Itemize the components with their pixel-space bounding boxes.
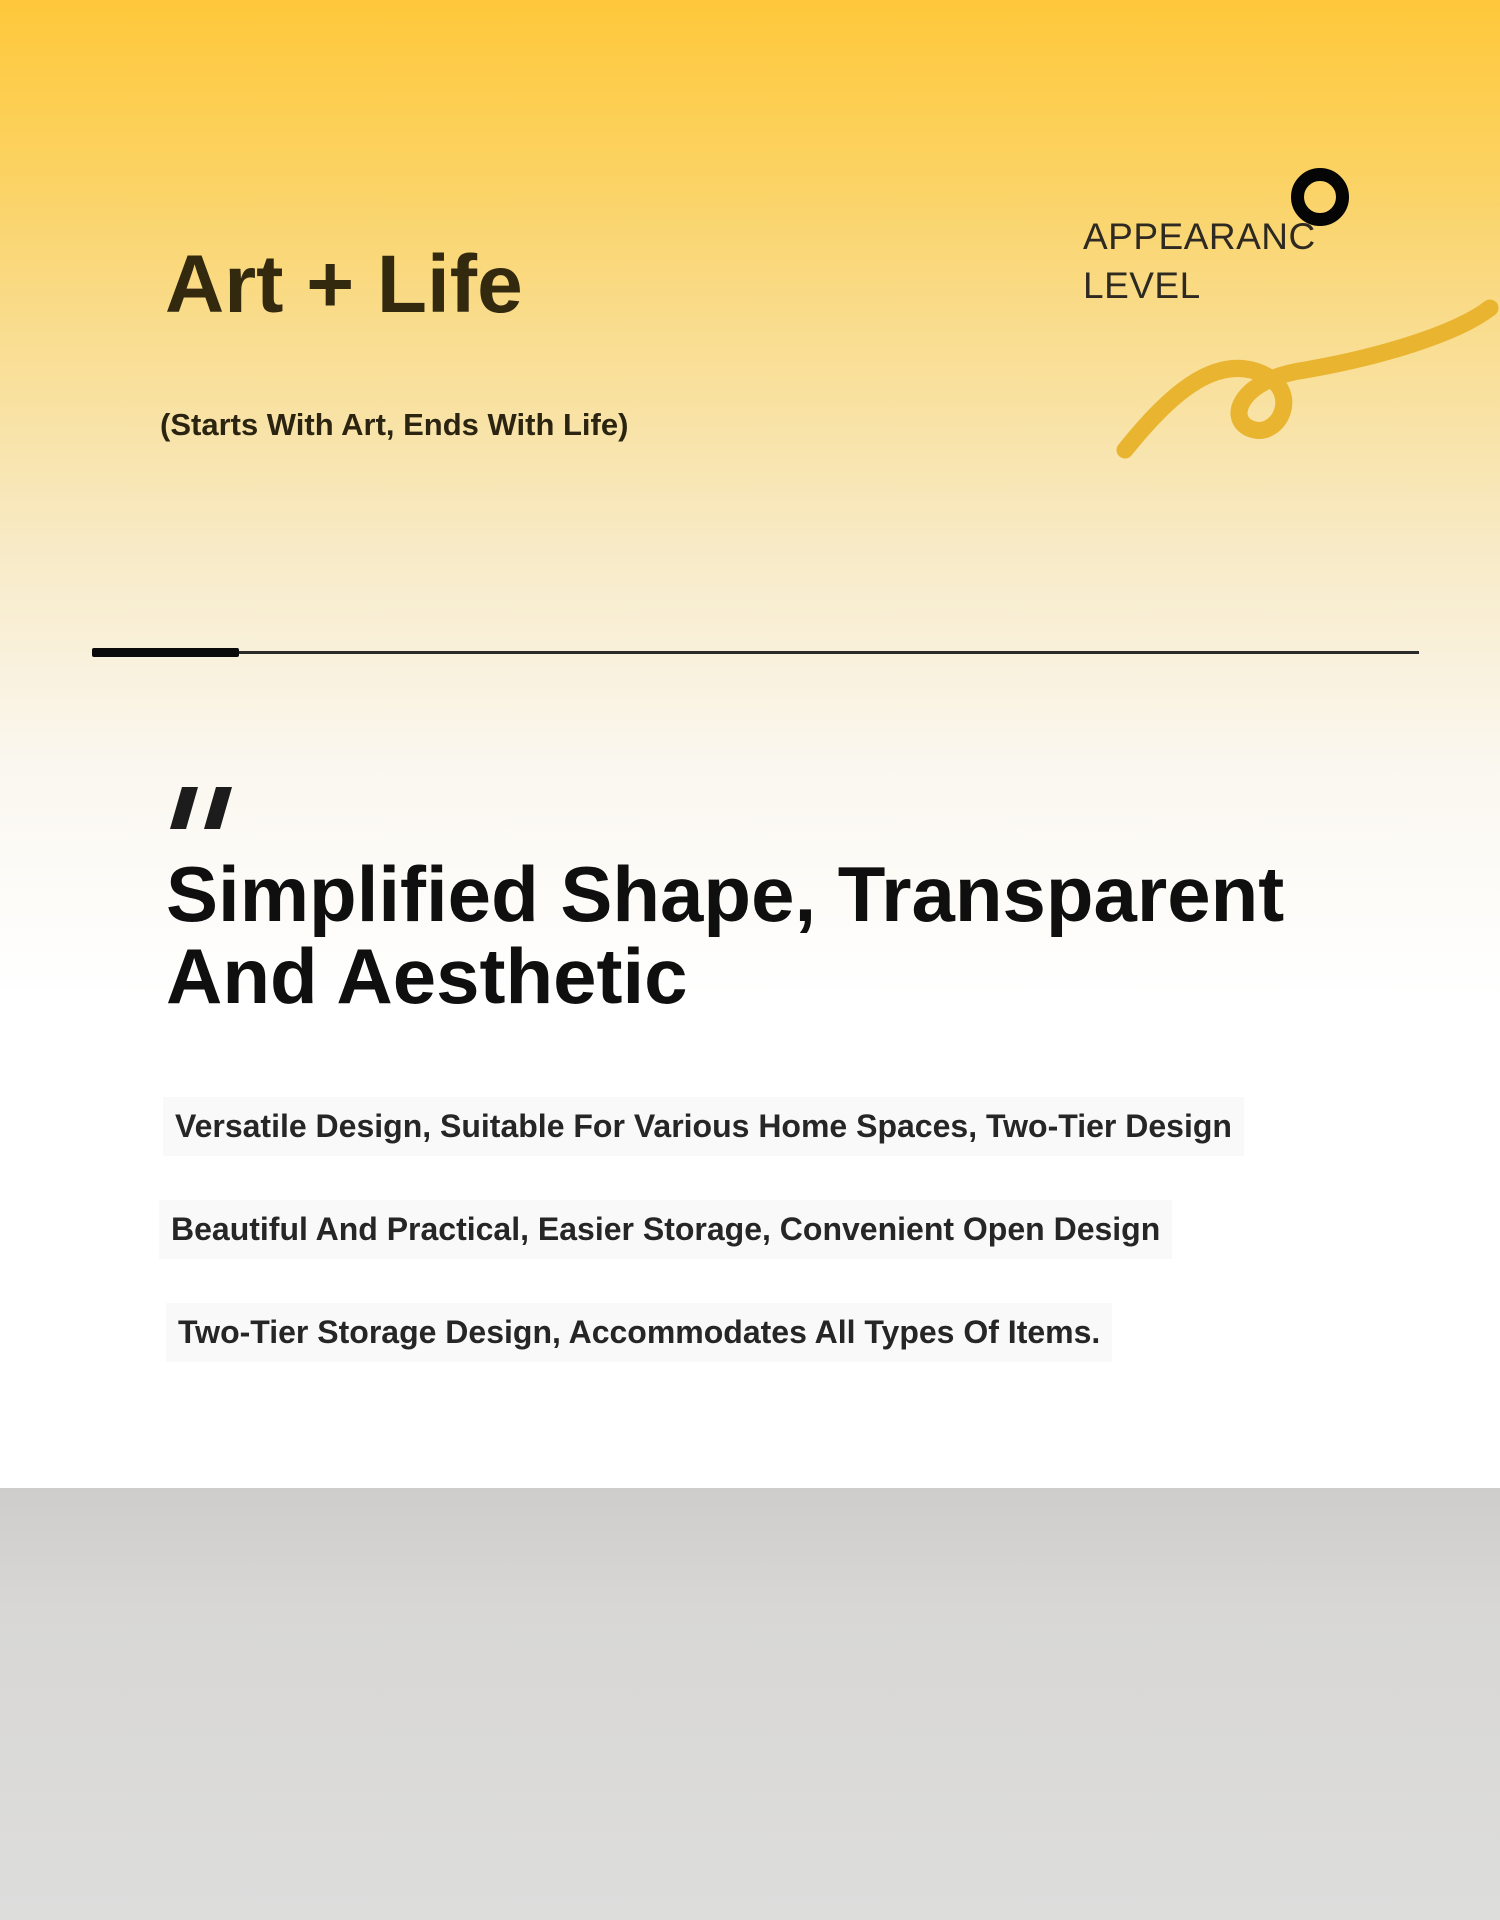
feature-heading [166,850,1386,1020]
badge-line-2: LEVEL [1083,265,1201,306]
swirl-icon [1105,290,1500,470]
page-title: Art + Life [165,239,523,330]
feature-item-1: Versatile Design, Suitable For Various Home Spaces, Two-Tier Design [163,1097,1244,1156]
page-subtitle: (Starts With Art, Ends With Life) [160,407,629,442]
quote-icon [168,785,240,835]
heading-line-2: And Aesthetic [166,932,688,1020]
divider-line [92,651,1419,654]
feature-item-2: Beautiful And Practical, Easier Storage, Convenient Open Design [159,1200,1172,1259]
divider-accent [92,648,239,657]
badge-line-1: APPEARANC [1083,216,1316,257]
product-image-area [0,1488,1500,1920]
ring-icon [1291,168,1349,226]
feature-item-3: Two-Tier Storage Design, Accommodates All Types Of Items. [166,1303,1112,1362]
heading-line-1: Simplified Shape, Transparent [166,850,1285,938]
